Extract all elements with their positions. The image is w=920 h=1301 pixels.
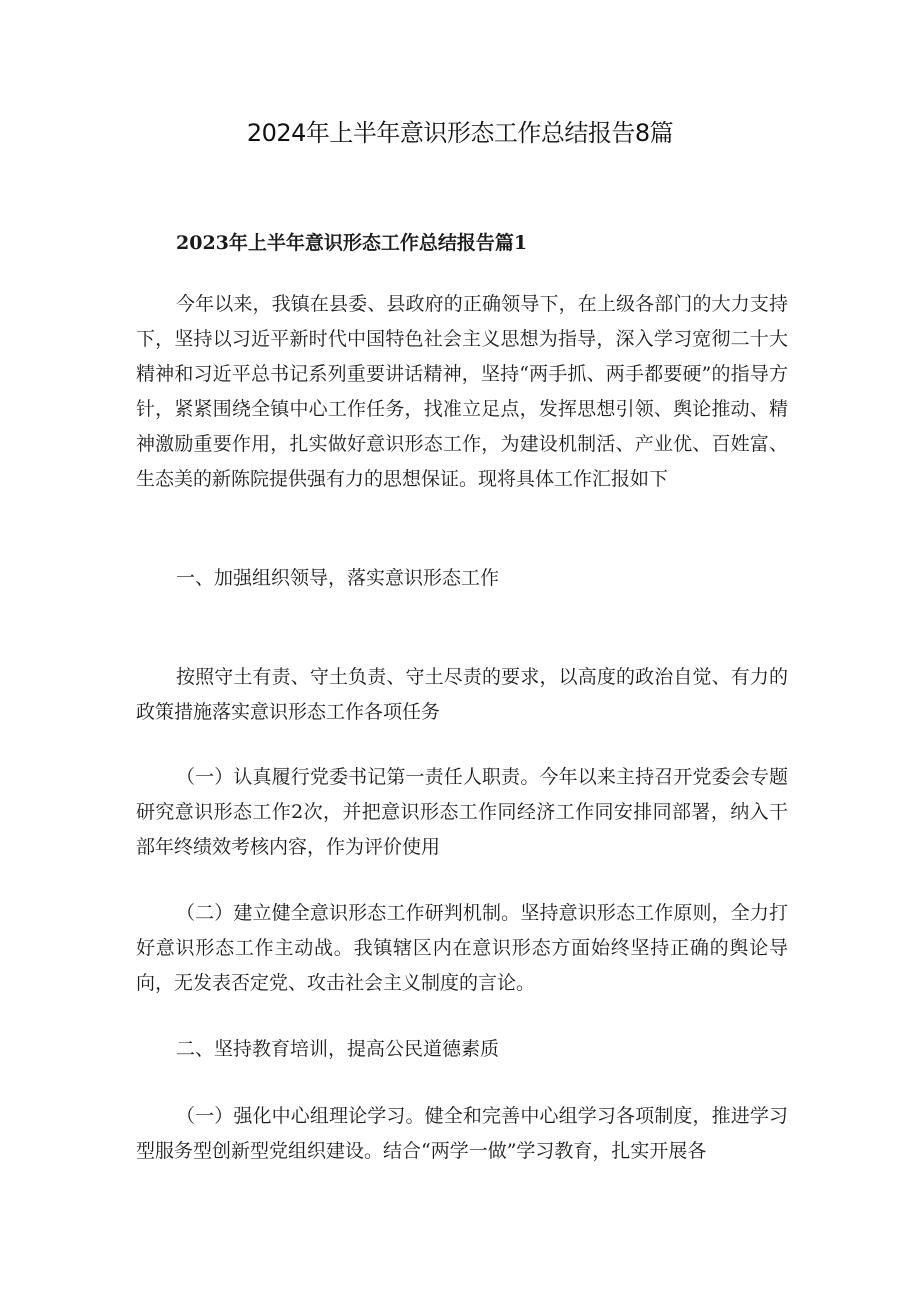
section-heading-1: 一、加强组织领导，落实意识形态工作 (176, 567, 500, 589)
document-title: 2024年上半年意识形态工作总结报告8篇 (246, 119, 674, 147)
section-1-item-2: （二）建立健全意识形态工作研判机制。坚持意识形态工作原则，全力打好意识形态工作主动战。我镇辖区内在意识形态方面始终坚持正确的舆论导向，无发表否定党、攻击社会主义制度的言论。 (136, 902, 788, 994)
section-1-item-1: （一）认真履行党委书记第一责任人职责。今年以来主持召开党委会专题研究意识形态工作2次，并把意识形态工作同经济工作同安排同部署，纳入干部年终绩效考核内容，作为评价使用 (136, 766, 788, 858)
intro-paragraph: 今年以来，我镇在县委、县政府的正确领导下，在上级各部门的大力支持下，坚持以习近平新时代中国特色社会主义思想为指导，深入学习宽彻二十大精神和习近平总书记系列重要讲话精神，坚持“两手抓、两手都要硬”的指导方针，紧紧围绕全镇中心工作任务，找准立足点，发挥思想引领、舆论推动、精神激励重要作用，扎实做好意识形态工作，为建设机制活、产业优、百姓富、生态美的新陈院提供强有力的思想保证。现将具体工作汇报如下 (136, 293, 788, 490)
section-2-item-1: （一）强化中心组理论学习。健全和完善中心组学习各项制度，推进学习型服务型创新型党组织建设。结合“两学一做”学习教育，扎实开展各 (136, 1105, 788, 1162)
section-heading-2: 二、坚持教育培训，提高公民道德素质 (176, 1038, 500, 1060)
section-subtitle: 2023年上半年意识形态工作总结报告篇1 (176, 232, 528, 254)
section-1-paragraph: 按照守土有责、守土负责、守土尽责的要求，以高度的政治自觉、有力的政策措施落实意识形态工作各项任务 (136, 666, 788, 723)
